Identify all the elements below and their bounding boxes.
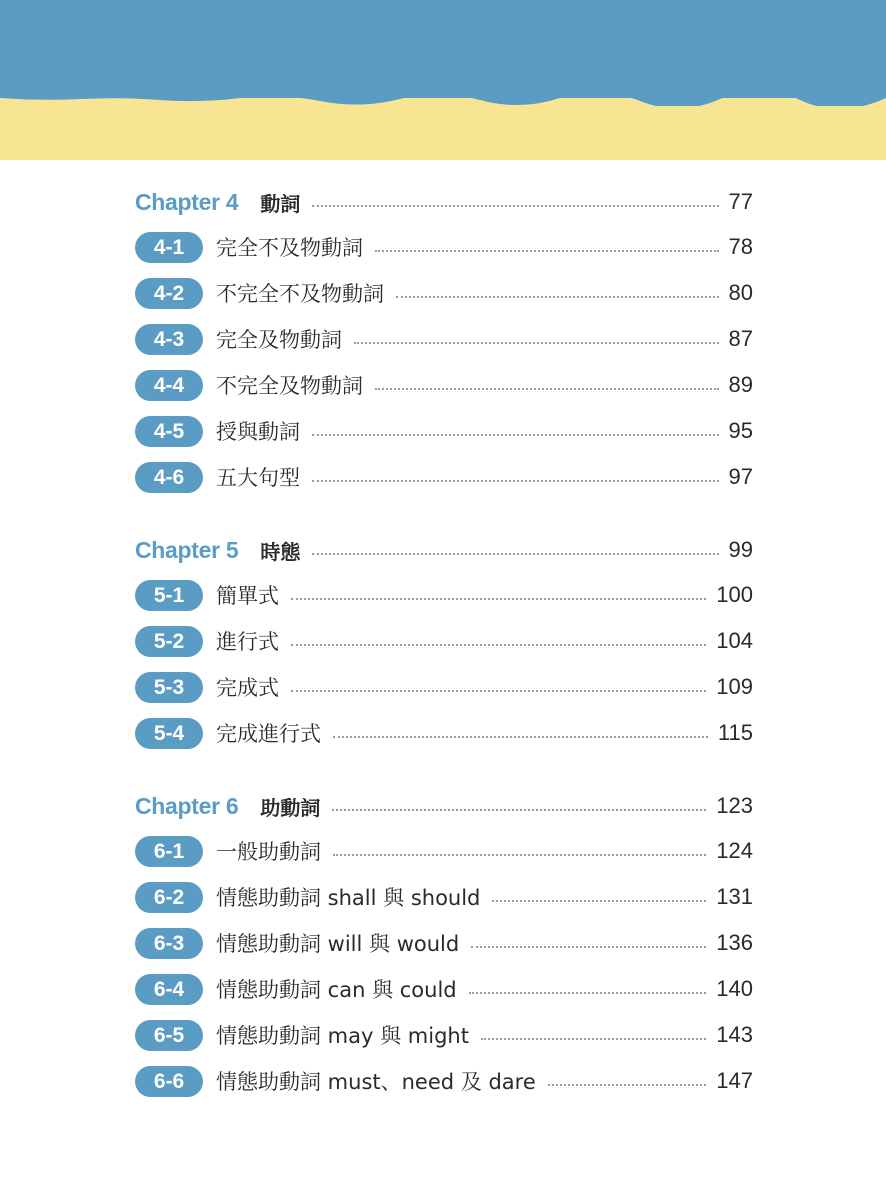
toc-item[interactable] (135, 270, 753, 316)
toc-item[interactable] (135, 316, 753, 362)
section-title: 完全不及物動詞 (216, 236, 363, 260)
section-number-badge: 5-1 (135, 580, 203, 611)
page-number: 100 (716, 582, 753, 607)
section-number-badge: 4-3 (135, 324, 203, 355)
page-number: 87 (728, 326, 753, 351)
dot-leader (469, 992, 707, 994)
toc-item[interactable] (135, 224, 753, 270)
toc-item[interactable] (135, 966, 753, 1012)
toc-item[interactable] (135, 618, 753, 664)
toc-item[interactable] (135, 710, 753, 756)
dot-leader (375, 388, 719, 390)
section-number-badge: 4-1 (135, 232, 203, 263)
section-number-badge: 6-6 (135, 1066, 203, 1097)
toc-item[interactable] (135, 408, 753, 454)
page-number: 104 (716, 628, 753, 653)
header-band (0, 0, 886, 160)
section-title: 情態助動詞 may 與 might (216, 1024, 469, 1048)
chapter-heading-row[interactable] (135, 786, 753, 826)
chapter-title: 助動詞 (260, 795, 321, 820)
band-brush-edge (0, 92, 886, 106)
dot-leader (312, 480, 719, 482)
chapter-label: Chapter 5 (135, 536, 239, 563)
page-number: 143 (716, 1022, 753, 1047)
chapter-section (135, 786, 753, 1104)
chapter-label: Chapter 4 (135, 188, 239, 215)
section-title: 完成式 (216, 676, 279, 700)
dot-leader (291, 644, 706, 646)
page-number: 77 (728, 189, 753, 214)
section-title: 不完全不及物動詞 (216, 282, 384, 306)
section-number-badge: 6-1 (135, 836, 203, 867)
section-number-badge: 5-2 (135, 626, 203, 657)
toc-item[interactable] (135, 572, 753, 618)
section-title: 五大句型 (216, 466, 300, 490)
dot-leader (471, 946, 706, 948)
dot-leader (548, 1084, 707, 1086)
section-number-badge: 6-5 (135, 1020, 203, 1051)
section-number-badge: 6-3 (135, 928, 203, 959)
chapter-title: 動詞 (260, 191, 301, 216)
section-title: 完成進行式 (216, 722, 321, 746)
dot-leader (312, 553, 718, 555)
section-title: 情態助動詞 must、need 及 dare (216, 1070, 536, 1094)
section-title: 授與動詞 (216, 420, 300, 444)
chapter-section (135, 182, 753, 500)
section-number-badge: 6-2 (135, 882, 203, 913)
chapter-section (135, 530, 753, 756)
header-blue-band (0, 0, 886, 102)
page-number: 80 (728, 280, 753, 305)
toc-item[interactable] (135, 664, 753, 710)
page-number: 97 (728, 464, 753, 489)
section-title: 進行式 (216, 630, 279, 654)
section-title: 一般助動詞 (216, 840, 321, 864)
section-title: 情態助動詞 will 與 would (216, 932, 460, 956)
dot-leader (333, 736, 708, 738)
dot-leader (492, 900, 706, 902)
toc-item[interactable] (135, 1012, 753, 1058)
page-number: 95 (728, 418, 753, 443)
section-number-badge: 6-4 (135, 974, 203, 1005)
page-number: 123 (716, 793, 753, 818)
toc-item[interactable] (135, 828, 753, 874)
dot-leader (312, 205, 718, 207)
section-number-badge: 5-3 (135, 672, 203, 703)
section-number-badge: 4-4 (135, 370, 203, 401)
table-of-contents (135, 182, 753, 1104)
header-yellow-band (0, 98, 886, 160)
section-number-badge: 4-6 (135, 462, 203, 493)
dot-leader (291, 598, 706, 600)
page-number: 124 (716, 838, 753, 863)
dot-leader (312, 434, 719, 436)
dot-leader (396, 296, 719, 298)
toc-item[interactable] (135, 454, 753, 500)
section-title: 情態助動詞 shall 與 should (216, 886, 481, 910)
chapter-heading-row[interactable] (135, 530, 753, 570)
page-number: 109 (716, 674, 753, 699)
chapter-label: Chapter 6 (135, 792, 239, 819)
section-title: 不完全及物動詞 (216, 374, 363, 398)
dot-leader (291, 690, 706, 692)
toc-item[interactable] (135, 362, 753, 408)
dot-leader (375, 250, 719, 252)
section-title: 情態助動詞 can 與 could (216, 978, 457, 1002)
page-number: 136 (716, 930, 753, 955)
page-number: 89 (728, 372, 753, 397)
dot-leader (332, 809, 706, 811)
dot-leader (354, 342, 719, 344)
toc-item[interactable] (135, 874, 753, 920)
section-number-badge: 4-2 (135, 278, 203, 309)
section-number-badge: 4-5 (135, 416, 203, 447)
dot-leader (481, 1038, 706, 1040)
toc-item[interactable] (135, 920, 753, 966)
section-number-badge: 5-4 (135, 718, 203, 749)
page-number: 115 (717, 720, 753, 745)
section-title: 簡單式 (216, 584, 279, 608)
page-number: 131 (716, 884, 753, 909)
chapter-heading-row[interactable] (135, 182, 753, 222)
dot-leader (333, 854, 706, 856)
toc-item[interactable] (135, 1058, 753, 1104)
page-number: 78 (728, 234, 753, 259)
page-number: 140 (716, 976, 753, 1001)
page-number: 147 (716, 1068, 753, 1093)
page-number: 99 (728, 537, 753, 562)
chapter-title: 時態 (260, 539, 301, 564)
section-title: 完全及物動詞 (216, 328, 342, 352)
